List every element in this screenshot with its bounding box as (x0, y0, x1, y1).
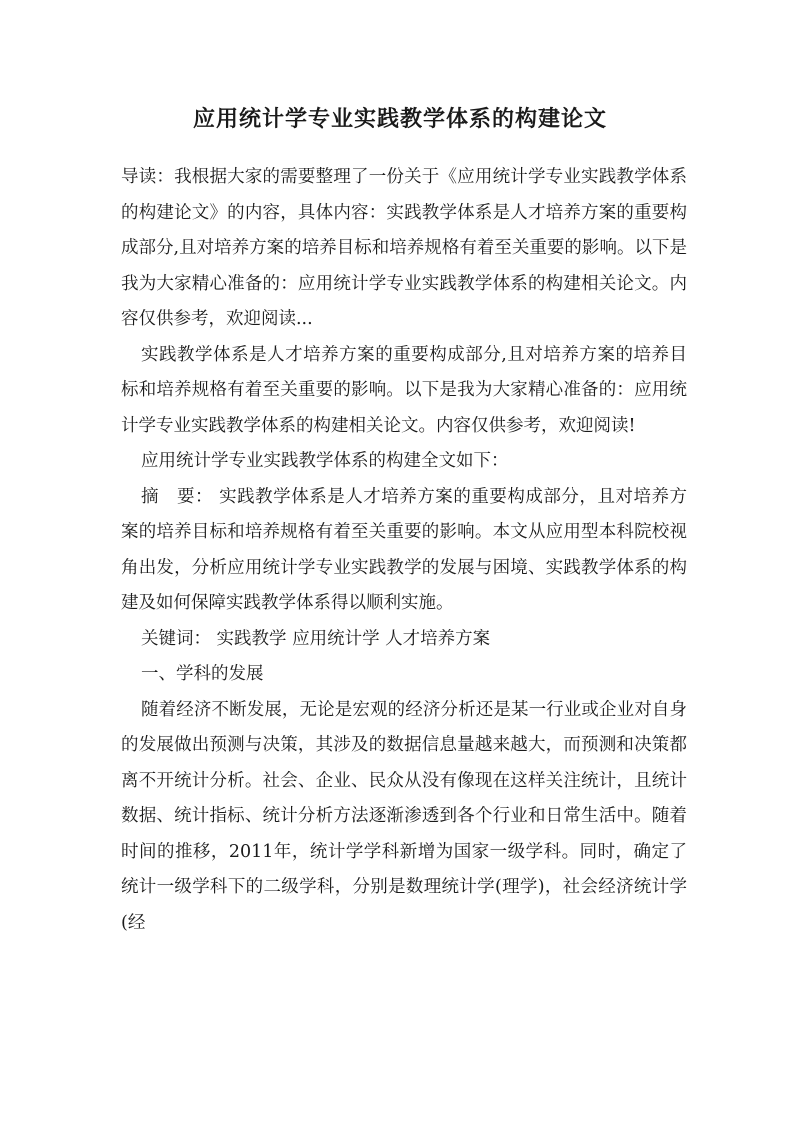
document-body (121, 160, 687, 941)
fulltext-heading: 应用统计学专业实践教学体系的构建全文如下： (141, 451, 509, 471)
intro-paragraph: 导读：我根据大家的需要整理了一份关于《应用统计学专业实践教学体系的构建论文》的内容，具体内容：实践教学体系是人才培养方案的重要构成部分,且对培养方案的培养目标和培养规格有着至关重要的影响。以下是我为大家精心准备的：应用统计学专业实践教学体系的构建相关论文。内容仅供参考，欢迎阅读... (121, 167, 687, 329)
abstract-paragraph: 摘 要： 实践教学体系是人才培养方案的重要构成部分，且对培养方案的培养目标和培养规格有着至关重要的影响。本文从应用型本科院校视角出发，分析应用统计学专业实践教学的发展与困境、实践教学体系的构建及如何保障实践教学体系得以顺利实施。 (121, 486, 687, 613)
summary-paragraph: 实践教学体系是人才培养方案的重要构成部分,且对培养方案的培养目标和培养规格有着至关重要的影响。以下是我为大家精心准备的：应用统计学专业实践教学体系的构建相关论文。内容仅供参考，欢迎阅读! (121, 344, 687, 436)
section-heading: 一、学科的发展 (141, 664, 264, 684)
body-paragraph: 随着经济不断发展，无论是宏观的经济分析还是某一行业或企业对自身的发展做出预测与决策，其涉及的数据信息量越来越大，而预测和决策都离不开统计分析。社会、企业、民众从没有像现在这样关注统计，且统计数据、统计指标、统计分析方法逐渐渗透到各个行业和日常生活中。随着时间的推移，2011年，统计学学科新增为国家一级学科。同时，确定了统计一级学科下的二级学科，分别是数理统计学(理学)，社会经济统计学(经 (121, 699, 687, 933)
document-title: 应用统计学专业实践教学体系的构建论文 (192, 106, 607, 132)
keywords-line: 关键词： 实践教学 应用统计学 人才培养方案 (141, 628, 491, 649)
